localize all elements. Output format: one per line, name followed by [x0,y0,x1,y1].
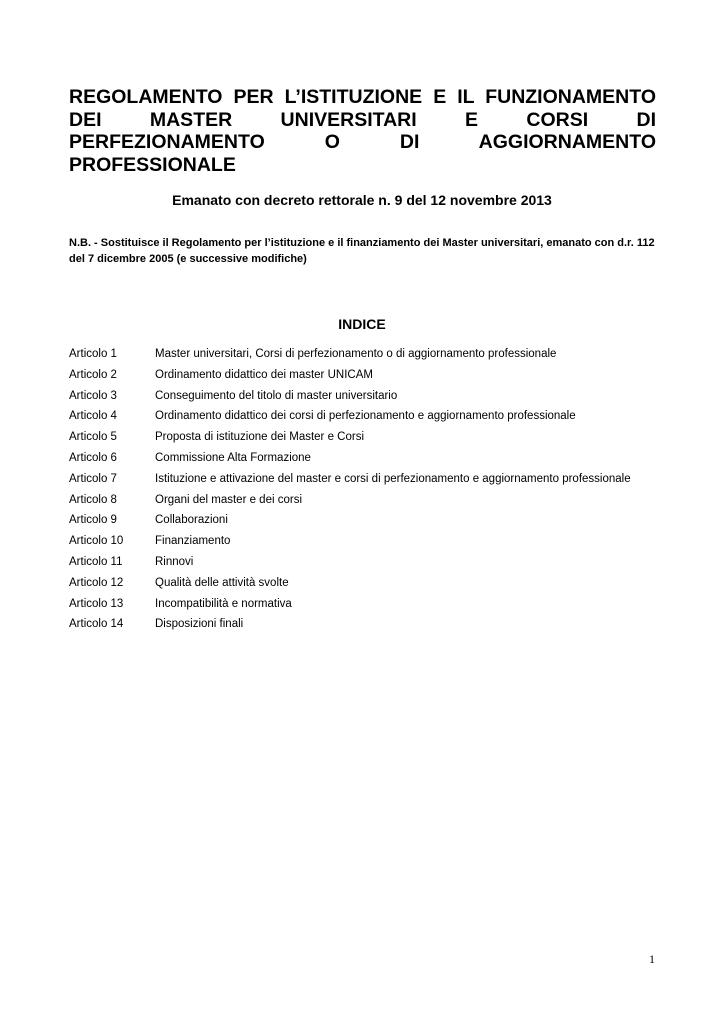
toc-article-title: Rinnovi [155,555,194,568]
toc-article-title: Incompatibilità e normativa [155,597,292,610]
toc-item-articolo-2[interactable] [69,365,656,386]
toc-article-number: Articolo 7 [69,472,117,485]
toc-item-articolo-3[interactable] [69,386,656,407]
index-heading-text: INDICE [338,316,386,332]
toc-article-number: Articolo 8 [69,493,117,506]
toc-item-articolo-10[interactable] [69,531,656,552]
toc-article-number: Articolo 1 [69,348,117,360]
toc-item-articolo-5[interactable] [69,427,656,448]
subtitle-text: Emanato con decreto rettorale n. 9 del 12 novembre 2013 [172,192,552,208]
toc-article-title: Ordinamento didattico dei corsi di perfezionamento e aggiornamento professionale [155,410,576,423]
title-line-1: REGOLAMENTO PER L’ISTITUZIONE E IL FUNZIONAMENTO [69,86,656,108]
toc-article-title: Qualità delle attività svolte [155,576,289,589]
toc-item-articolo-6[interactable] [69,448,656,469]
toc-article-title: Istituzione e attivazione del master e corsi di perfezionamento e aggiornamento professionale [155,472,631,485]
document-title [69,86,656,176]
toc-article-number: Articolo 4 [69,410,117,423]
toc-item-articolo-11[interactable] [69,552,656,573]
title-line-3: PERFEZIONAMENTO O DI AGGIORNAMENTO [69,131,656,153]
title-line-4: PROFESSIONALE [69,153,236,176]
toc-article-number: Articolo 10 [69,535,124,548]
toc-article-title: Disposizioni finali [155,618,244,631]
toc-article-title: Conseguimento del titolo di master universitario [155,389,398,402]
toc-article-title: Finanziamento [155,535,231,548]
replacement-note: N.B. - Sostituisce il Regolamento per l’istituzione e il finanziamento dei Master universitari, emanato con d.r. 112 del 7 dicembre 2005 (e successive modifiche) [69,237,655,265]
toc-article-number: Articolo 6 [69,451,117,464]
toc-item-articolo-7[interactable] [69,469,656,490]
toc-article-title: Ordinamento didattico dei master UNICAM [155,368,373,381]
toc-article-number: Articolo 14 [69,618,124,631]
toc-article-title: Proposta di istituzione dei Master e Corsi [155,431,365,444]
toc-article-number: Articolo 9 [69,514,117,527]
index-heading [0,316,724,332]
toc-article-number: Articolo 5 [69,431,117,444]
toc-item-articolo-12[interactable] [69,573,656,594]
toc-item-articolo-9[interactable] [69,510,656,531]
toc-item-articolo-8[interactable] [69,490,656,511]
toc-item-articolo-1[interactable] [69,344,656,365]
toc-article-number: Articolo 2 [69,368,117,381]
toc-article-title: Commissione Alta Formazione [155,451,311,464]
document-subtitle [0,192,724,208]
table-of-contents [69,344,656,635]
toc-article-number: Articolo 3 [69,389,117,402]
toc-article-number: Articolo 11 [69,555,123,568]
toc-article-title: Organi del master e dei corsi [155,493,303,506]
title-line-2: DEI MASTER UNIVERSITARI E CORSI DI [69,108,656,131]
toc-article-title: Collaborazioni [155,514,228,527]
page-number: 1 [649,952,655,966]
toc-article-title: Master universitari, Corsi di perfezionamento o di aggiornamento professionale [155,348,557,360]
toc-item-articolo-14[interactable] [69,614,656,635]
toc-item-articolo-4[interactable] [69,406,656,427]
toc-item-articolo-13[interactable] [69,594,656,615]
toc-article-number: Articolo 13 [69,597,124,610]
toc-article-number: Articolo 12 [69,576,124,589]
